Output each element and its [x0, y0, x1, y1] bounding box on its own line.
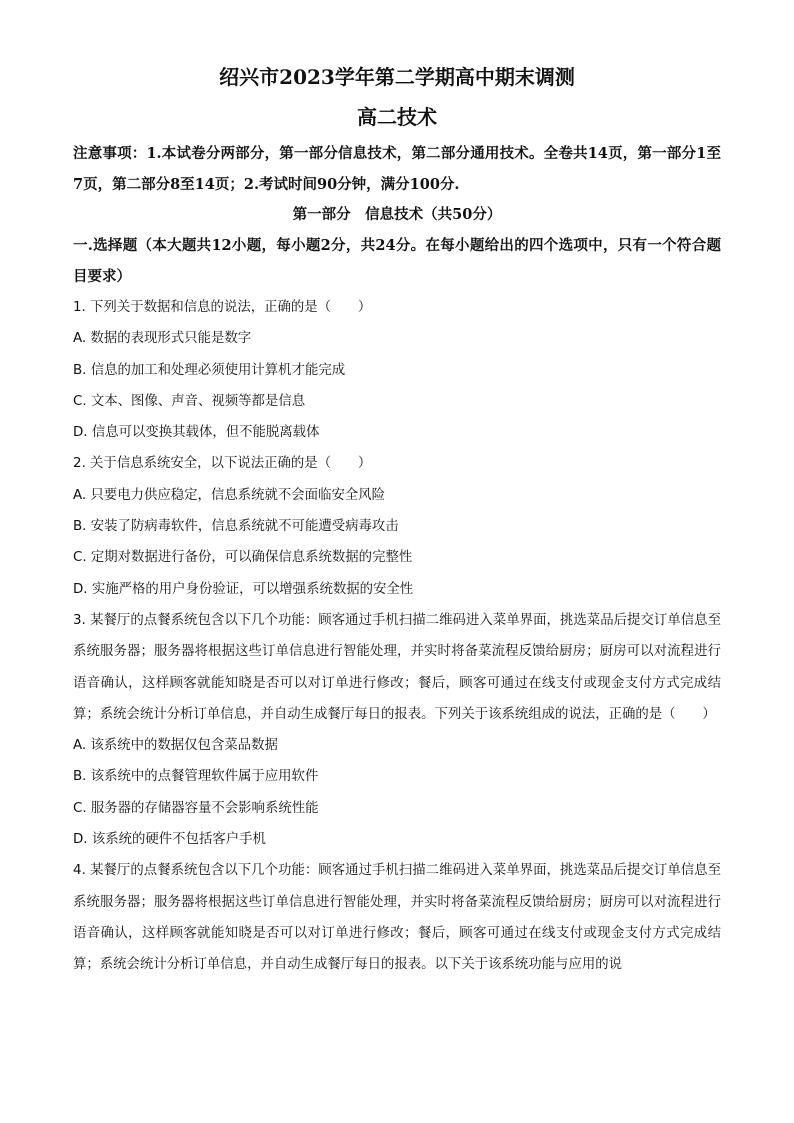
question-4 [73, 855, 721, 980]
question-3 [73, 605, 721, 855]
option-b: B. 安装了防病毒软件，信息系统就不可能遭受病毒攻击 [73, 519, 399, 535]
question-1 [73, 292, 721, 448]
page-title: 绍兴市2023学年第二学期高中期末调测 [219, 65, 575, 89]
question-stem: 1. 下列关于数据和信息的说法，正确的是（ ） [73, 300, 372, 315]
option-a: A. 该系统中的数据仅包含菜品数据 [73, 738, 278, 754]
option-b: B. 信息的加工和处理必须使用计算机才能完成 [73, 362, 346, 378]
option-a: A. 数据的表现形式只能是数字 [73, 331, 252, 347]
exam-notice: 注意事项：1.本试卷分两部分，第一部分信息技术，第二部分通用技术。全卷共14页，第一部分1至7页，第二部分8至14页；2.考试时间90分钟，满分100分. [73, 145, 721, 193]
question-2 [73, 448, 721, 604]
option-d: D. 该系统的硬件不包括客户手机 [73, 832, 266, 848]
option-b: B. 该系统中的点餐管理软件属于应用软件 [73, 769, 319, 785]
exam-page [73, 62, 721, 981]
option-c: C. 定期对数据进行备份，可以确保信息系统数据的完整性 [73, 550, 413, 566]
option-d: D. 实施严格的用户身份验证，可以增强系统数据的安全性 [73, 581, 414, 597]
section-title: 一.选择题（本大题共12小题，每小题2分，共24分。在每小题给出的四个选项中，只有一个符合题目要求） [73, 237, 721, 285]
part-title: 第一部分 信息技术（共50分） [292, 206, 502, 223]
question-stem: 4. 某餐厅的点餐系统包含以下几个功能：顾客通过手机扫描二维码进入菜单界面，挑选菜品后提交订单信息至系统服务器；服务器将根据这些订单信息进行智能处理，并实时将备菜流程反馈给厨房；厨房可以对流程进行语音确认，这样顾客就能知晓是否可以对订单进行修改；餐后，顾客可通过在线支付或现金支付方式完成结算；系统会统计分析订单信息，并自动生成餐厅每日的报表。以下关于该系统功能与应用的说 [73, 863, 721, 973]
page-subtitle: 高二技术 [357, 105, 437, 129]
option-c: C. 服务器的存储器容量不会影响系统性能 [73, 800, 319, 816]
option-c: C. 文本、图像、声音、视频等都是信息 [73, 393, 306, 409]
question-stem: 2. 关于信息系统安全，以下说法正确的是（ ） [73, 456, 372, 472]
option-a: A. 只要电力供应稳定，信息系统就不会面临安全风险 [73, 487, 386, 503]
question-stem: 3. 某餐厅的点餐系统包含以下几个功能：顾客通过手机扫描二维码进入菜单界面，挑选菜品后提交订单信息至系统服务器；服务器将根据这些订单信息进行智能处理，并实时将备菜流程反馈给厨房；厨房可以对流程进行语音确认，这样顾客就能知晓是否可以对订单进行修改；餐后，顾客可通过在线支付或现金支付方式完成结算；系统会统计分析订单信息，并自动生成餐厅每日的报表。下列关于该系统组成的说法，正确的是（ ） [73, 612, 721, 722]
option-d: D. 信息可以变换其载体，但不能脱离载体 [73, 425, 320, 441]
